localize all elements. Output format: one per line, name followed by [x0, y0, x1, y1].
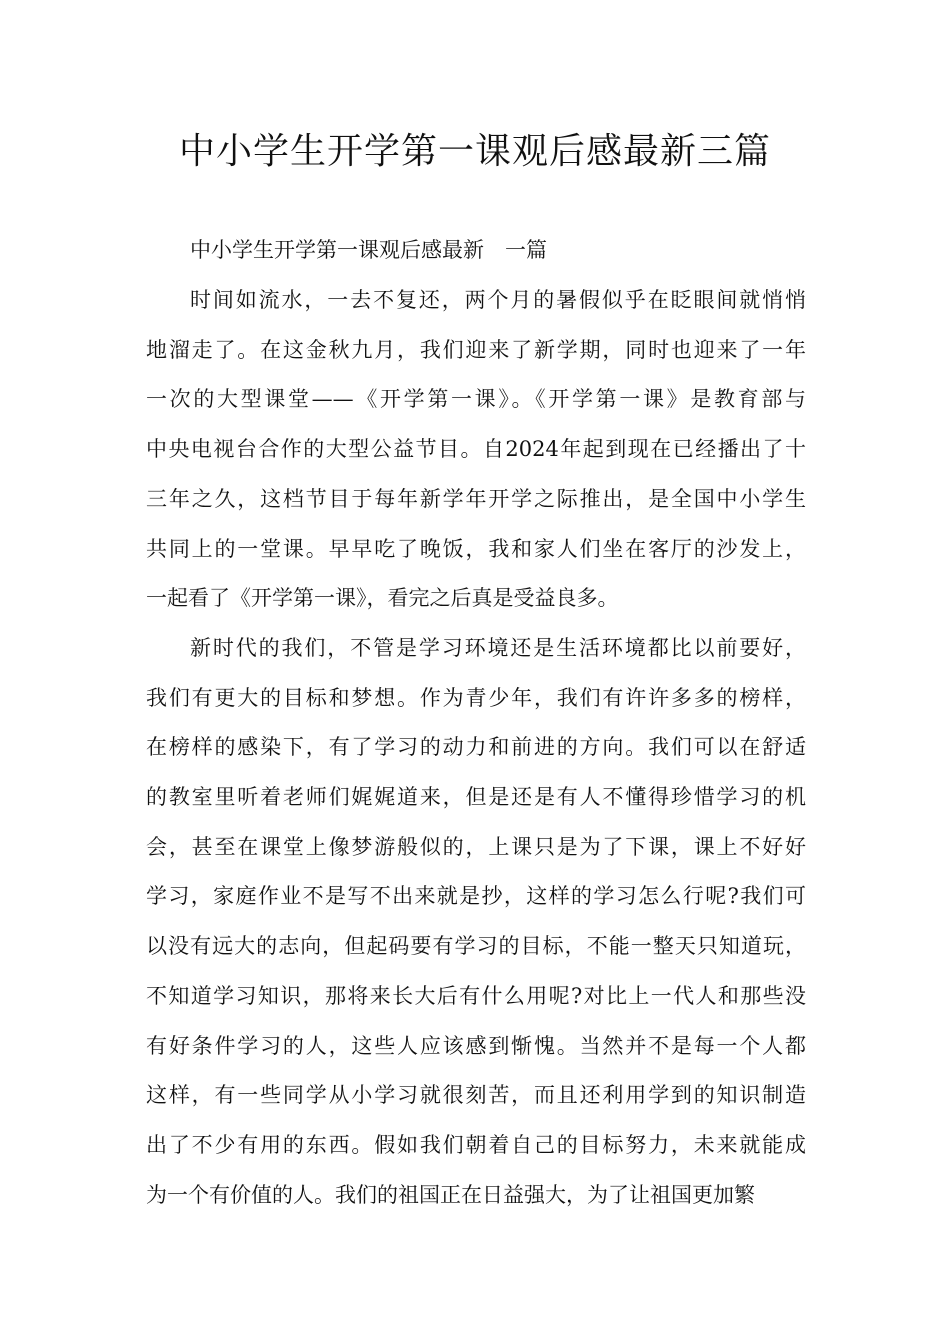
body-text-line: 不知道学习知识，那将来长大后有什么用呢?对比上一代人和那些没 — [146, 984, 806, 1008]
body-text-line: 的教室里听着老师们娓娓道来，但是还是有人不懂得珍惜学习的机 — [146, 785, 806, 809]
body-text-line: 共同上的一堂课。早早吃了晚饭，我和家人们坐在客厅的沙发上， — [146, 537, 806, 561]
body-text-line: 三年之久，这档节目于每年新学年开学之际推出，是全国中小学生 — [146, 487, 806, 511]
body-text-line: 以没有远大的志向，但起码要有学习的目标，不能一整天只知道玩， — [146, 934, 806, 958]
section-subtitle: 中小学生开学第一课观后感最新 一篇 — [190, 238, 547, 262]
document-title: 中小学生开学第一课观后感最新三篇 — [178, 131, 771, 172]
body-text-line: 这样，有一些同学从小学习就很刻苦，而且还利用学到的知识制造 — [146, 1083, 806, 1107]
body-text-line: 会，甚至在课堂上像梦游般似的，上课只是为了下课，课上不好好 — [146, 835, 806, 859]
body-text-line: 新时代的我们，不管是学习环境还是生活环境都比以前要好， — [190, 636, 806, 660]
body-text-line: 地溜走了。在这金秋九月，我们迎来了新学期，同时也迎来了一年 — [146, 338, 806, 362]
body-text-line: 在榜样的感染下，有了学习的动力和前进的方向。我们可以在舒适 — [146, 735, 806, 759]
body-text-line: 出了不少有用的东西。假如我们朝着自己的目标努力，未来就能成 — [146, 1133, 806, 1157]
body-text-line: 有好条件学习的人，这些人应该感到惭愧。当然并不是每一个人都 — [146, 1034, 806, 1058]
body-text-line: 时间如流水，一去不复还，两个月的暑假似乎在眨眼间就悄悄 — [190, 288, 806, 312]
body-text-line: 中央电视台合作的大型公益节目。自2024年起到现在已经播出了十 — [146, 437, 806, 461]
body-text-line: 我们有更大的目标和梦想。作为青少年，我们有许许多多的榜样， — [146, 686, 806, 710]
body-text-line: 一起看了《开学第一课》，看完之后真是受益良多。 — [146, 586, 619, 610]
body-text-line: 为一个有价值的人。我们的祖国正在日益强大，为了让祖国更加繁 — [146, 1183, 755, 1207]
body-text-line: 学习，家庭作业不是写不出来就是抄，这样的学习怎么行呢?我们可 — [146, 884, 806, 908]
body-text-line: 一次的大型课堂——《开学第一课》。《开学第一课》是教育部与 — [146, 387, 806, 411]
